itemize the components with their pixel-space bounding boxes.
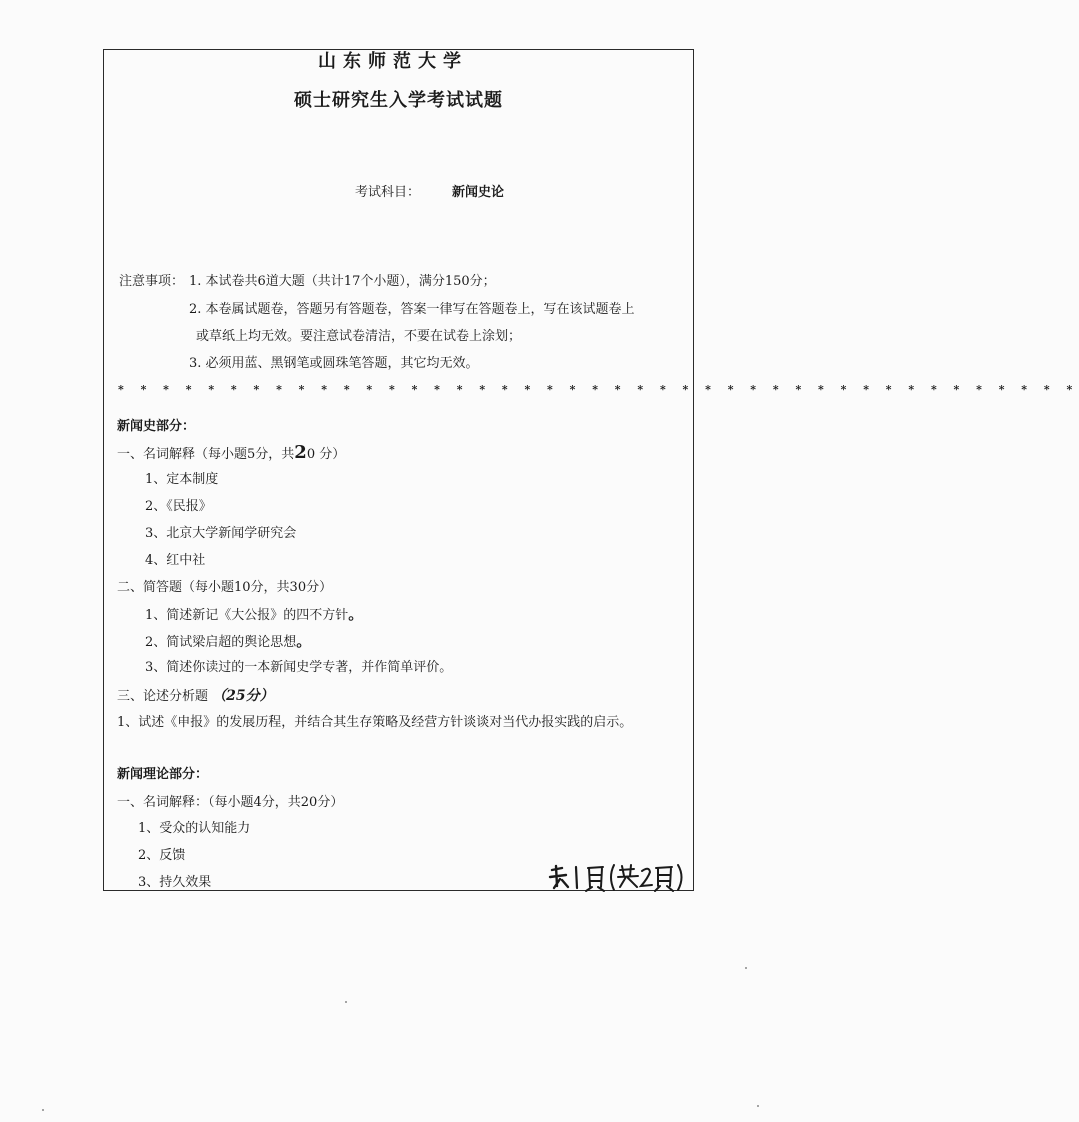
star-separator: * * * * * * * * * * * * * * * * * * * * * * * * * * * * * * * * * * * * * * * * * * * bbox=[118, 383, 1079, 396]
list-item bbox=[145, 633, 311, 651]
handwritten-digit: 2 bbox=[294, 442, 307, 463]
section3-heading-text: 三、论述分析题 bbox=[117, 689, 209, 704]
university-name: 山东师范大学 bbox=[318, 51, 468, 72]
notes-label: 注意事项： bbox=[119, 274, 185, 289]
note-item-2: 2. 本卷属试题卷，答题另有答题卷，答案一律写在答题卷上，写在该试题卷上 bbox=[189, 302, 635, 317]
essay-question: 1、试述《申报》的发展历程，并结合其生存策略及经营方针谈谈对当代办报实践的启示。 bbox=[117, 715, 633, 730]
handwritten-mark: 。 bbox=[296, 632, 312, 650]
handwritten-mark: 。 bbox=[348, 605, 364, 623]
scan-speck bbox=[757, 1105, 759, 1107]
note-item-1: 1. 本试卷共6道大题（共计17个小题），满分150分； bbox=[189, 274, 496, 289]
list-item: 1、定本制度 bbox=[145, 472, 219, 487]
list-item bbox=[145, 660, 452, 676]
scan-speck bbox=[42, 1109, 44, 1111]
page-number-signature bbox=[548, 862, 688, 892]
list-item: 3、持久效果 bbox=[138, 875, 212, 890]
question-text: 3、简述你读过的一本新闻史学专著，并作简单评价。 bbox=[145, 660, 453, 675]
handwritten-score: （25分） bbox=[212, 688, 274, 704]
list-item: 1、受众的认知能力 bbox=[138, 821, 251, 836]
list-item: 2、反馈 bbox=[138, 848, 186, 863]
part2-section1-heading: 一、名词解释：（每小题4分，共20分） bbox=[117, 795, 344, 810]
subject-value: 新闻史论 bbox=[452, 185, 505, 200]
part1-title: 新闻史部分： bbox=[117, 419, 196, 434]
exam-title: 硕士研究生入学考试试题 bbox=[294, 90, 503, 111]
note-item-3: 3. 必须用蓝、黑钢笔或圆珠笔答题，其它均无效。 bbox=[189, 356, 479, 371]
list-item: 4、红中社 bbox=[145, 553, 206, 568]
question-text: 2、简试梁启超的舆论思想 bbox=[145, 635, 297, 650]
subject-label: 考试科目： bbox=[355, 185, 421, 200]
scan-speck bbox=[745, 967, 747, 969]
section3-heading bbox=[117, 688, 274, 705]
scan-speck bbox=[345, 1001, 347, 1003]
section2-heading: 二、简答题（每小题10分，共30分） bbox=[117, 580, 333, 595]
section1-heading bbox=[117, 442, 346, 463]
handwritten-page-number bbox=[548, 862, 688, 892]
list-item bbox=[145, 606, 363, 624]
list-item: 3、北京大学新闻学研究会 bbox=[145, 526, 297, 541]
part2-title: 新闻理论部分： bbox=[117, 767, 209, 782]
section1-heading-suffix: 0 分） bbox=[306, 447, 346, 462]
note-item-2-cont: 或草纸上均无效。要注意试卷清洁，不要在试卷上涂划； bbox=[196, 329, 522, 344]
section1-heading-prefix: 一、名词解释（每小题5分，共 bbox=[117, 447, 295, 462]
list-item: 2、《民报》 bbox=[145, 499, 212, 514]
question-text: 1、简述新记《大公报》的四不方针 bbox=[145, 608, 349, 623]
exam-border-frame bbox=[103, 49, 694, 891]
